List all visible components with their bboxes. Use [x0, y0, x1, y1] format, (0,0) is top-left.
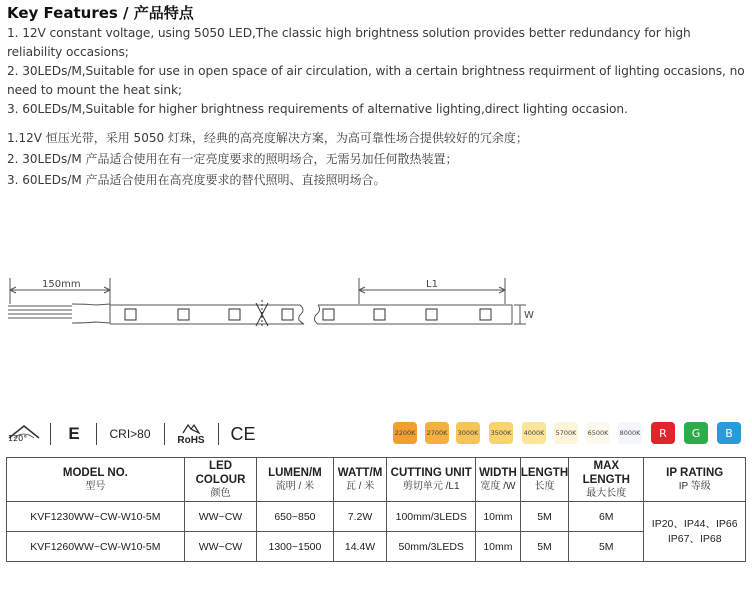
- cell-model: KVF1230WW~CW-W10-5M: [7, 502, 185, 532]
- cri-label: CRI>80: [109, 427, 151, 441]
- swatch-4000k: 4000K: [522, 422, 546, 444]
- ip-rating-line-2: IP67、IP68: [667, 532, 722, 545]
- header-cutting-unit: CUTTING UNIT 剪切单元 /L1: [387, 458, 476, 502]
- cell-watt: 7.2W: [333, 502, 387, 532]
- page-title: Key Features / 产品特点: [7, 4, 194, 22]
- swatch-5700k: 5700K: [554, 422, 578, 444]
- header-ip-rating: IP RATING IP 等级: [644, 458, 746, 502]
- cell-model: KVF1260WW~CW-W10-5M: [7, 532, 185, 562]
- feature-zh-3: 3. 60LEDs/M 产品适合使用在高亮度要求的替代照明、直接照明场合。: [7, 173, 386, 187]
- cell-led-colour: WW~CW: [184, 532, 256, 562]
- feature-zh-2: 2. 30LEDs/M 产品适合使用在有一定亮度要求的照明场合，无需另加任何散热装置；: [7, 152, 458, 166]
- swatch-2700k: 2700K: [425, 422, 449, 444]
- header-length: LENGTH 长度: [520, 458, 568, 502]
- rohs-label: RoHS: [177, 434, 205, 446]
- table-header-row: [7, 458, 746, 502]
- cell-width: 10mm: [476, 532, 521, 562]
- header-lumen: LUMEN/M 流明 / 米: [257, 458, 333, 502]
- header-led-colour: LED COLOUR 颜色: [184, 458, 256, 502]
- cell-max-length: 5M: [569, 532, 644, 562]
- header-model: MODEL NO. 型号: [7, 458, 185, 502]
- cell-length: 5M: [520, 502, 568, 532]
- width-label: W: [524, 310, 534, 321]
- e-mark-label: E: [68, 424, 80, 443]
- swatch-blue: B: [717, 422, 741, 444]
- cell-cutting-unit: 100mm/3LEDS: [387, 502, 476, 532]
- divider: [218, 423, 219, 445]
- header-max-length: MAX LENGTH 最大长度: [569, 458, 644, 502]
- table-row: [7, 532, 746, 562]
- swatch-2200k: 2200K: [393, 422, 417, 444]
- table-row: [7, 502, 746, 532]
- cell-lumen: 1300~1500: [257, 532, 333, 562]
- divider: [164, 423, 165, 445]
- cell-max-length: 6M: [569, 502, 644, 532]
- swatch-green: G: [684, 422, 708, 444]
- ce-label: CE: [230, 423, 256, 444]
- swatch-8000k: 8000K: [618, 422, 642, 444]
- ip-rating-line-1: IP20、IP44、IP66: [651, 517, 738, 530]
- lead-length-label: 150mm: [42, 279, 81, 290]
- cell-lumen: 650~850: [257, 502, 333, 532]
- divider: [96, 423, 97, 445]
- cell-width: 10mm: [476, 502, 521, 532]
- feature-en-2: 2. 30LEDs/M,Suitable for use in open space of air circulation, with a certain brightness requirment of lighting occasions, no need to mount the heat sink;: [7, 64, 745, 97]
- e-mark-icon: [60, 420, 88, 448]
- beam-angle-icon: [4, 420, 44, 448]
- feature-zh-1: 1.12V 恒压光带，采用 5050 灯珠，经典的高亮度解决方案，为高可靠性场合提供较好的冗余度；: [7, 131, 528, 145]
- swatch-3500k: 3500K: [489, 422, 513, 444]
- cell-cutting-unit: 50mm/3LEDS: [387, 532, 476, 562]
- features-en: [7, 24, 747, 119]
- header-width: WIDTH 宽度 /W: [476, 458, 521, 502]
- strip-diagram: [0, 268, 752, 348]
- rohs-icon: [170, 420, 212, 448]
- beam-angle-label: 120°: [8, 434, 28, 443]
- ce-mark-icon: [226, 420, 260, 448]
- header-watt: WATT/M 瓦 / 米: [333, 458, 387, 502]
- swatch-3000k: 3000K: [456, 422, 480, 444]
- features-zh: [7, 128, 528, 191]
- cell-length: 5M: [520, 532, 568, 562]
- cell-watt: 14.4W: [333, 532, 387, 562]
- feature-en-3: 3. 60LEDs/M,Suitable for higher brightness requirements of alternative lighting,direct lighting occasion.: [7, 102, 628, 116]
- swatch-red: R: [651, 422, 675, 444]
- spec-table: [6, 457, 746, 562]
- feature-en-1: 1. 12V constant voltage, using 5050 LED,The classic high brightness solution provides better redundancy for high reliability occasions;: [7, 26, 691, 59]
- cri-badge: [102, 420, 158, 448]
- swatch-6500k: 6500K: [586, 422, 610, 444]
- divider: [50, 423, 51, 445]
- cell-led-colour: WW~CW: [184, 502, 256, 532]
- certification-row: [4, 420, 264, 448]
- cell-ip-rating: [644, 502, 746, 562]
- l1-label: L1: [426, 279, 438, 290]
